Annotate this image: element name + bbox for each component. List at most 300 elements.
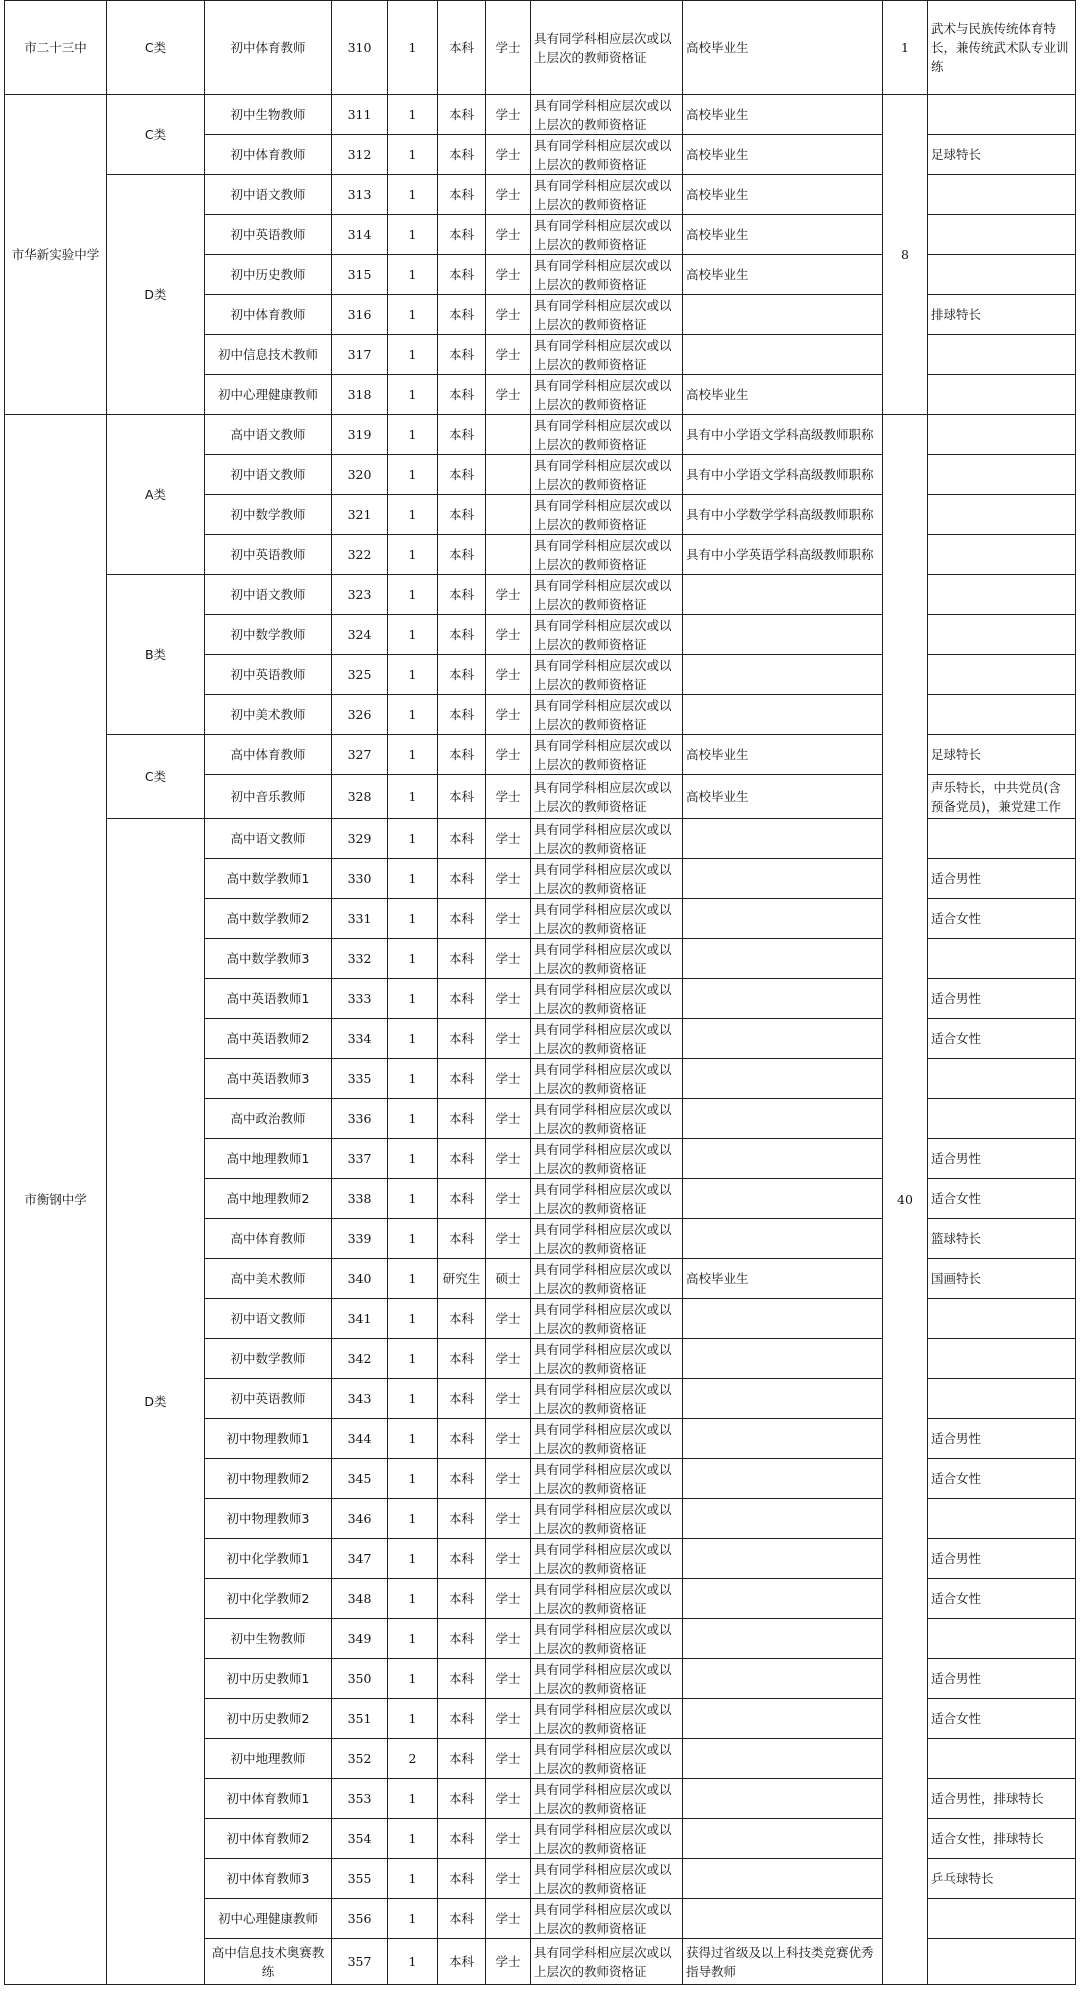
degree-cell: 学士 bbox=[486, 655, 531, 695]
hiring-count-cell: 2 bbox=[388, 1739, 438, 1779]
position-name-cell: 高中美术教师 bbox=[205, 1259, 332, 1299]
note-cell bbox=[928, 375, 1076, 415]
education-cell: 本科 bbox=[438, 1619, 486, 1659]
education-cell: 本科 bbox=[438, 1179, 486, 1219]
position-code-cell: 336 bbox=[332, 1099, 388, 1139]
education-cell: 本科 bbox=[438, 1459, 486, 1499]
degree-cell: 学士 bbox=[486, 735, 531, 775]
degree-cell: 学士 bbox=[486, 1739, 531, 1779]
education-cell: 本科 bbox=[438, 175, 486, 215]
degree-cell: 学士 bbox=[486, 615, 531, 655]
education-cell: 本科 bbox=[438, 1299, 486, 1339]
degree-cell: 学士 bbox=[486, 1699, 531, 1739]
note-cell: 足球特长 bbox=[928, 135, 1076, 175]
degree-cell: 学士 bbox=[486, 1899, 531, 1939]
note-cell: 适合男性 bbox=[928, 1539, 1076, 1579]
position-name-cell: 初中体育教师 bbox=[205, 135, 332, 175]
certificate-cell: 具有同学科相应层次或以上层次的教师资格证 bbox=[531, 1739, 683, 1779]
degree-cell: 学士 bbox=[486, 1499, 531, 1539]
position-code-cell: 348 bbox=[332, 1579, 388, 1619]
table-body bbox=[5, 1, 1076, 1985]
note-cell: 篮球特长 bbox=[928, 1219, 1076, 1259]
requirement-cell bbox=[683, 979, 883, 1019]
school-name-cell: 市二十三中 bbox=[5, 1, 107, 95]
position-name-cell: 初中信息技术教师 bbox=[205, 335, 332, 375]
certificate-cell: 具有同学科相应层次或以上层次的教师资格证 bbox=[531, 455, 683, 495]
degree-cell: 学士 bbox=[486, 135, 531, 175]
position-name-cell: 初中历史教师2 bbox=[205, 1699, 332, 1739]
certificate-cell: 具有同学科相应层次或以上层次的教师资格证 bbox=[531, 1379, 683, 1419]
school-total-cell: 40 bbox=[883, 415, 928, 1985]
requirement-cell bbox=[683, 1179, 883, 1219]
certificate-cell: 具有同学科相应层次或以上层次的教师资格证 bbox=[531, 215, 683, 255]
education-cell: 本科 bbox=[438, 1539, 486, 1579]
certificate-cell: 具有同学科相应层次或以上层次的教师资格证 bbox=[531, 415, 683, 455]
note-cell: 乒乓球特长 bbox=[928, 1859, 1076, 1899]
position-name-cell: 初中心理健康教师 bbox=[205, 375, 332, 415]
hiring-count-cell: 1 bbox=[388, 1179, 438, 1219]
position-code-cell: 353 bbox=[332, 1779, 388, 1819]
certificate-cell: 具有同学科相应层次或以上层次的教师资格证 bbox=[531, 1419, 683, 1459]
degree-cell: 学士 bbox=[486, 575, 531, 615]
position-code-cell: 340 bbox=[332, 1259, 388, 1299]
certificate-cell: 具有同学科相应层次或以上层次的教师资格证 bbox=[531, 175, 683, 215]
education-cell: 本科 bbox=[438, 1739, 486, 1779]
hiring-count-cell: 1 bbox=[388, 1939, 438, 1985]
note-cell bbox=[928, 215, 1076, 255]
position-name-cell: 高中体育教师 bbox=[205, 735, 332, 775]
position-name-cell: 初中物理教师3 bbox=[205, 1499, 332, 1539]
hiring-count-cell: 1 bbox=[388, 1, 438, 95]
note-cell: 适合女性 bbox=[928, 1579, 1076, 1619]
requirement-cell bbox=[683, 1459, 883, 1499]
position-name-cell: 高中语文教师 bbox=[205, 819, 332, 859]
position-name-cell: 初中体育教师 bbox=[205, 1, 332, 95]
degree-cell bbox=[486, 415, 531, 455]
position-code-cell: 347 bbox=[332, 1539, 388, 1579]
education-cell: 本科 bbox=[438, 455, 486, 495]
education-cell: 本科 bbox=[438, 1059, 486, 1099]
requirement-cell bbox=[683, 695, 883, 735]
position-code-cell: 355 bbox=[332, 1859, 388, 1899]
education-cell: 本科 bbox=[438, 415, 486, 455]
note-cell: 足球特长 bbox=[928, 735, 1076, 775]
degree-cell: 学士 bbox=[486, 295, 531, 335]
position-name-cell: 初中生物教师 bbox=[205, 1619, 332, 1659]
requirement-cell bbox=[683, 859, 883, 899]
requirement-cell bbox=[683, 939, 883, 979]
degree-cell: 学士 bbox=[486, 1059, 531, 1099]
requirement-cell: 高校毕业生 bbox=[683, 215, 883, 255]
position-code-cell: 316 bbox=[332, 295, 388, 335]
education-cell: 本科 bbox=[438, 939, 486, 979]
position-code-cell: 331 bbox=[332, 899, 388, 939]
certificate-cell: 具有同学科相应层次或以上层次的教师资格证 bbox=[531, 1019, 683, 1059]
note-cell: 适合男性 bbox=[928, 859, 1076, 899]
position-name-cell: 高中英语教师2 bbox=[205, 1019, 332, 1059]
hiring-count-cell: 1 bbox=[388, 939, 438, 979]
note-cell: 适合女性 bbox=[928, 1179, 1076, 1219]
education-cell: 本科 bbox=[438, 819, 486, 859]
certificate-cell: 具有同学科相应层次或以上层次的教师资格证 bbox=[531, 1899, 683, 1939]
education-cell: 本科 bbox=[438, 135, 486, 175]
position-name-cell: 高中地理教师2 bbox=[205, 1179, 332, 1219]
hiring-count-cell: 1 bbox=[388, 135, 438, 175]
education-cell: 本科 bbox=[438, 899, 486, 939]
hiring-count-cell: 1 bbox=[388, 1139, 438, 1179]
hiring-count-cell: 1 bbox=[388, 1779, 438, 1819]
note-cell bbox=[928, 335, 1076, 375]
hiring-count-cell: 1 bbox=[388, 615, 438, 655]
hiring-count-cell: 1 bbox=[388, 1819, 438, 1859]
certificate-cell: 具有同学科相应层次或以上层次的教师资格证 bbox=[531, 1139, 683, 1179]
education-cell: 本科 bbox=[438, 735, 486, 775]
education-cell: 本科 bbox=[438, 1859, 486, 1899]
degree-cell: 学士 bbox=[486, 1659, 531, 1699]
education-cell: 本科 bbox=[438, 1099, 486, 1139]
requirement-cell bbox=[683, 575, 883, 615]
degree-cell bbox=[486, 495, 531, 535]
education-cell: 本科 bbox=[438, 575, 486, 615]
certificate-cell: 具有同学科相应层次或以上层次的教师资格证 bbox=[531, 1459, 683, 1499]
position-code-cell: 333 bbox=[332, 979, 388, 1019]
degree-cell: 学士 bbox=[486, 1819, 531, 1859]
degree-cell: 学士 bbox=[486, 819, 531, 859]
hiring-count-cell: 1 bbox=[388, 655, 438, 695]
school-total-cell: 1 bbox=[883, 1, 928, 95]
certificate-cell: 具有同学科相应层次或以上层次的教师资格证 bbox=[531, 1579, 683, 1619]
requirement-cell bbox=[683, 1019, 883, 1059]
requirement-cell bbox=[683, 1299, 883, 1339]
education-cell: 本科 bbox=[438, 859, 486, 899]
hiring-count-cell: 1 bbox=[388, 1579, 438, 1619]
degree-cell: 学士 bbox=[486, 215, 531, 255]
position-code-cell: 342 bbox=[332, 1339, 388, 1379]
certificate-cell: 具有同学科相应层次或以上层次的教师资格证 bbox=[531, 1619, 683, 1659]
note-cell bbox=[928, 455, 1076, 495]
degree-cell: 学士 bbox=[486, 1579, 531, 1619]
hiring-count-cell: 1 bbox=[388, 775, 438, 819]
position-code-cell: 322 bbox=[332, 535, 388, 575]
position-code-cell: 310 bbox=[332, 1, 388, 95]
hiring-count-cell: 1 bbox=[388, 1379, 438, 1419]
hiring-count-cell: 1 bbox=[388, 295, 438, 335]
requirement-cell bbox=[683, 295, 883, 335]
hiring-count-cell: 1 bbox=[388, 1859, 438, 1899]
degree-cell: 学士 bbox=[486, 1339, 531, 1379]
hiring-count-cell: 1 bbox=[388, 215, 438, 255]
hiring-count-cell: 1 bbox=[388, 1539, 438, 1579]
certificate-cell: 具有同学科相应层次或以上层次的教师资格证 bbox=[531, 1659, 683, 1699]
education-cell: 本科 bbox=[438, 375, 486, 415]
hiring-count-cell: 1 bbox=[388, 255, 438, 295]
requirement-cell bbox=[683, 1579, 883, 1619]
position-name-cell: 初中体育教师1 bbox=[205, 1779, 332, 1819]
degree-cell: 学士 bbox=[486, 775, 531, 819]
requirement-cell bbox=[683, 335, 883, 375]
requirement-cell bbox=[683, 1339, 883, 1379]
certificate-cell: 具有同学科相应层次或以上层次的教师资格证 bbox=[531, 375, 683, 415]
degree-cell bbox=[486, 535, 531, 575]
position-name-cell: 初中历史教师 bbox=[205, 255, 332, 295]
requirement-cell: 获得过省级及以上科技类竞赛优秀指导教师 bbox=[683, 1939, 883, 1985]
position-code-cell: 324 bbox=[332, 615, 388, 655]
note-cell: 适合男性，排球特长 bbox=[928, 1779, 1076, 1819]
requirement-cell: 具有中小学语文学科高级教师职称 bbox=[683, 415, 883, 455]
hiring-count-cell: 1 bbox=[388, 1899, 438, 1939]
degree-cell: 硕士 bbox=[486, 1259, 531, 1299]
certificate-cell: 具有同学科相应层次或以上层次的教师资格证 bbox=[531, 615, 683, 655]
table-row bbox=[5, 95, 1076, 135]
degree-cell: 学士 bbox=[486, 1939, 531, 1985]
requirement-cell bbox=[683, 1659, 883, 1699]
certificate-cell: 具有同学科相应层次或以上层次的教师资格证 bbox=[531, 899, 683, 939]
requirement-cell bbox=[683, 1819, 883, 1859]
education-cell: 研究生 bbox=[438, 1259, 486, 1299]
position-name-cell: 高中数学教师2 bbox=[205, 899, 332, 939]
hiring-count-cell: 1 bbox=[388, 1659, 438, 1699]
requirement-cell bbox=[683, 819, 883, 859]
category-cell: D类 bbox=[107, 819, 205, 1985]
certificate-cell: 具有同学科相应层次或以上层次的教师资格证 bbox=[531, 255, 683, 295]
degree-cell: 学士 bbox=[486, 255, 531, 295]
position-code-cell: 343 bbox=[332, 1379, 388, 1419]
requirement-cell bbox=[683, 1739, 883, 1779]
education-cell: 本科 bbox=[438, 1819, 486, 1859]
certificate-cell: 具有同学科相应层次或以上层次的教师资格证 bbox=[531, 1499, 683, 1539]
education-cell: 本科 bbox=[438, 1899, 486, 1939]
degree-cell: 学士 bbox=[486, 95, 531, 135]
requirement-cell bbox=[683, 1499, 883, 1539]
requirement-cell: 高校毕业生 bbox=[683, 135, 883, 175]
hiring-count-cell: 1 bbox=[388, 455, 438, 495]
degree-cell: 学士 bbox=[486, 979, 531, 1019]
note-cell: 国画特长 bbox=[928, 1259, 1076, 1299]
category-cell: D类 bbox=[107, 175, 205, 415]
hiring-count-cell: 1 bbox=[388, 1619, 438, 1659]
position-name-cell: 初中语文教师 bbox=[205, 1299, 332, 1339]
hiring-count-cell: 1 bbox=[388, 1219, 438, 1259]
degree-cell: 学士 bbox=[486, 1139, 531, 1179]
position-name-cell: 初中音乐教师 bbox=[205, 775, 332, 819]
position-code-cell: 339 bbox=[332, 1219, 388, 1259]
hiring-count-cell: 1 bbox=[388, 375, 438, 415]
hiring-count-cell: 1 bbox=[388, 495, 438, 535]
requirement-cell bbox=[683, 1099, 883, 1139]
position-name-cell: 高中英语教师1 bbox=[205, 979, 332, 1019]
education-cell: 本科 bbox=[438, 775, 486, 819]
position-code-cell: 357 bbox=[332, 1939, 388, 1985]
table-row bbox=[5, 415, 1076, 455]
note-cell bbox=[928, 535, 1076, 575]
position-code-cell: 341 bbox=[332, 1299, 388, 1339]
requirement-cell: 高校毕业生 bbox=[683, 255, 883, 295]
position-code-cell: 318 bbox=[332, 375, 388, 415]
position-name-cell: 初中英语教师 bbox=[205, 535, 332, 575]
position-code-cell: 312 bbox=[332, 135, 388, 175]
degree-cell: 学士 bbox=[486, 1219, 531, 1259]
hiring-count-cell: 1 bbox=[388, 95, 438, 135]
degree-cell: 学士 bbox=[486, 1379, 531, 1419]
hiring-count-cell: 1 bbox=[388, 335, 438, 375]
certificate-cell: 具有同学科相应层次或以上层次的教师资格证 bbox=[531, 1179, 683, 1219]
degree-cell: 学士 bbox=[486, 939, 531, 979]
position-code-cell: 345 bbox=[332, 1459, 388, 1499]
education-cell: 本科 bbox=[438, 979, 486, 1019]
position-code-cell: 344 bbox=[332, 1419, 388, 1459]
education-cell: 本科 bbox=[438, 1379, 486, 1419]
certificate-cell: 具有同学科相应层次或以上层次的教师资格证 bbox=[531, 735, 683, 775]
requirement-cell bbox=[683, 899, 883, 939]
certificate-cell: 具有同学科相应层次或以上层次的教师资格证 bbox=[531, 1299, 683, 1339]
note-cell: 排球特长 bbox=[928, 295, 1076, 335]
certificate-cell: 具有同学科相应层次或以上层次的教师资格证 bbox=[531, 939, 683, 979]
position-name-cell: 高中地理教师1 bbox=[205, 1139, 332, 1179]
position-code-cell: 315 bbox=[332, 255, 388, 295]
note-cell bbox=[928, 1059, 1076, 1099]
note-cell: 武术与民族传统体育特长，兼传统武术队专业训练 bbox=[928, 1, 1076, 95]
hiring-count-cell: 1 bbox=[388, 899, 438, 939]
position-code-cell: 314 bbox=[332, 215, 388, 255]
education-cell: 本科 bbox=[438, 335, 486, 375]
degree-cell: 学士 bbox=[486, 335, 531, 375]
certificate-cell: 具有同学科相应层次或以上层次的教师资格证 bbox=[531, 1779, 683, 1819]
hiring-count-cell: 1 bbox=[388, 175, 438, 215]
education-cell: 本科 bbox=[438, 1779, 486, 1819]
hiring-count-cell: 1 bbox=[388, 1019, 438, 1059]
position-code-cell: 330 bbox=[332, 859, 388, 899]
hiring-count-cell: 1 bbox=[388, 1099, 438, 1139]
position-name-cell: 初中数学教师 bbox=[205, 1339, 332, 1379]
hiring-count-cell: 1 bbox=[388, 979, 438, 1019]
hiring-count-cell: 1 bbox=[388, 535, 438, 575]
position-code-cell: 335 bbox=[332, 1059, 388, 1099]
position-name-cell: 初中心理健康教师 bbox=[205, 1899, 332, 1939]
note-cell bbox=[928, 1379, 1076, 1419]
education-cell: 本科 bbox=[438, 255, 486, 295]
education-cell: 本科 bbox=[438, 695, 486, 735]
position-name-cell: 初中体育教师 bbox=[205, 295, 332, 335]
certificate-cell: 具有同学科相应层次或以上层次的教师资格证 bbox=[531, 819, 683, 859]
position-code-cell: 332 bbox=[332, 939, 388, 979]
hiring-count-cell: 1 bbox=[388, 1299, 438, 1339]
position-name-cell: 初中语文教师 bbox=[205, 455, 332, 495]
degree-cell: 学士 bbox=[486, 1459, 531, 1499]
position-name-cell: 初中英语教师 bbox=[205, 655, 332, 695]
note-cell bbox=[928, 255, 1076, 295]
certificate-cell: 具有同学科相应层次或以上层次的教师资格证 bbox=[531, 135, 683, 175]
category-cell: B类 bbox=[107, 575, 205, 735]
degree-cell: 学士 bbox=[486, 1619, 531, 1659]
education-cell: 本科 bbox=[438, 495, 486, 535]
position-code-cell: 326 bbox=[332, 695, 388, 735]
note-cell bbox=[928, 1299, 1076, 1339]
certificate-cell: 具有同学科相应层次或以上层次的教师资格证 bbox=[531, 1819, 683, 1859]
education-cell: 本科 bbox=[438, 1699, 486, 1739]
position-name-cell: 初中地理教师 bbox=[205, 1739, 332, 1779]
position-name-cell: 初中物理教师1 bbox=[205, 1419, 332, 1459]
certificate-cell: 具有同学科相应层次或以上层次的教师资格证 bbox=[531, 295, 683, 335]
degree-cell: 学士 bbox=[486, 1099, 531, 1139]
certificate-cell: 具有同学科相应层次或以上层次的教师资格证 bbox=[531, 495, 683, 535]
position-name-cell: 初中数学教师 bbox=[205, 495, 332, 535]
note-cell: 适合男性 bbox=[928, 1659, 1076, 1699]
requirement-cell: 高校毕业生 bbox=[683, 1, 883, 95]
certificate-cell: 具有同学科相应层次或以上层次的教师资格证 bbox=[531, 979, 683, 1019]
degree-cell: 学士 bbox=[486, 1539, 531, 1579]
note-cell bbox=[928, 495, 1076, 535]
position-code-cell: 338 bbox=[332, 1179, 388, 1219]
position-code-cell: 329 bbox=[332, 819, 388, 859]
education-cell: 本科 bbox=[438, 1499, 486, 1539]
note-cell bbox=[928, 819, 1076, 859]
position-name-cell: 初中化学教师2 bbox=[205, 1579, 332, 1619]
requirement-cell: 高校毕业生 bbox=[683, 1259, 883, 1299]
degree-cell: 学士 bbox=[486, 859, 531, 899]
education-cell: 本科 bbox=[438, 615, 486, 655]
note-cell: 适合女性 bbox=[928, 1459, 1076, 1499]
position-code-cell: 352 bbox=[332, 1739, 388, 1779]
table-row bbox=[5, 1, 1076, 95]
position-name-cell: 初中生物教师 bbox=[205, 95, 332, 135]
degree-cell: 学士 bbox=[486, 175, 531, 215]
position-code-cell: 313 bbox=[332, 175, 388, 215]
certificate-cell: 具有同学科相应层次或以上层次的教师资格证 bbox=[531, 859, 683, 899]
requirement-cell bbox=[683, 1219, 883, 1259]
hiring-count-cell: 1 bbox=[388, 1699, 438, 1739]
position-code-cell: 354 bbox=[332, 1819, 388, 1859]
education-cell: 本科 bbox=[438, 95, 486, 135]
position-code-cell: 351 bbox=[332, 1699, 388, 1739]
certificate-cell: 具有同学科相应层次或以上层次的教师资格证 bbox=[531, 1539, 683, 1579]
position-name-cell: 初中化学教师1 bbox=[205, 1539, 332, 1579]
certificate-cell: 具有同学科相应层次或以上层次的教师资格证 bbox=[531, 695, 683, 735]
position-name-cell: 初中历史教师1 bbox=[205, 1659, 332, 1699]
position-name-cell: 高中英语教师3 bbox=[205, 1059, 332, 1099]
hiring-count-cell: 1 bbox=[388, 695, 438, 735]
hiring-count-cell: 1 bbox=[388, 1259, 438, 1299]
hiring-count-cell: 1 bbox=[388, 735, 438, 775]
note-cell bbox=[928, 695, 1076, 735]
education-cell: 本科 bbox=[438, 535, 486, 575]
position-code-cell: 346 bbox=[332, 1499, 388, 1539]
position-name-cell: 高中政治教师 bbox=[205, 1099, 332, 1139]
certificate-cell: 具有同学科相应层次或以上层次的教师资格证 bbox=[531, 1059, 683, 1099]
requirement-cell: 具有中小学数学学科高级教师职称 bbox=[683, 495, 883, 535]
requirement-cell bbox=[683, 1059, 883, 1099]
position-code-cell: 311 bbox=[332, 95, 388, 135]
certificate-cell: 具有同学科相应层次或以上层次的教师资格证 bbox=[531, 1219, 683, 1259]
position-name-cell: 初中体育教师2 bbox=[205, 1819, 332, 1859]
note-cell bbox=[928, 1939, 1076, 1985]
requirement-cell bbox=[683, 1379, 883, 1419]
note-cell bbox=[928, 1619, 1076, 1659]
note-cell bbox=[928, 1499, 1076, 1539]
position-code-cell: 321 bbox=[332, 495, 388, 535]
degree-cell bbox=[486, 455, 531, 495]
degree-cell: 学士 bbox=[486, 1019, 531, 1059]
certificate-cell: 具有同学科相应层次或以上层次的教师资格证 bbox=[531, 575, 683, 615]
education-cell: 本科 bbox=[438, 1019, 486, 1059]
requirement-cell bbox=[683, 1899, 883, 1939]
requirement-cell: 高校毕业生 bbox=[683, 175, 883, 215]
hiring-count-cell: 1 bbox=[388, 1419, 438, 1459]
category-cell: A类 bbox=[107, 415, 205, 575]
hiring-count-cell: 1 bbox=[388, 1459, 438, 1499]
degree-cell: 学士 bbox=[486, 1859, 531, 1899]
position-code-cell: 325 bbox=[332, 655, 388, 695]
position-code-cell: 327 bbox=[332, 735, 388, 775]
